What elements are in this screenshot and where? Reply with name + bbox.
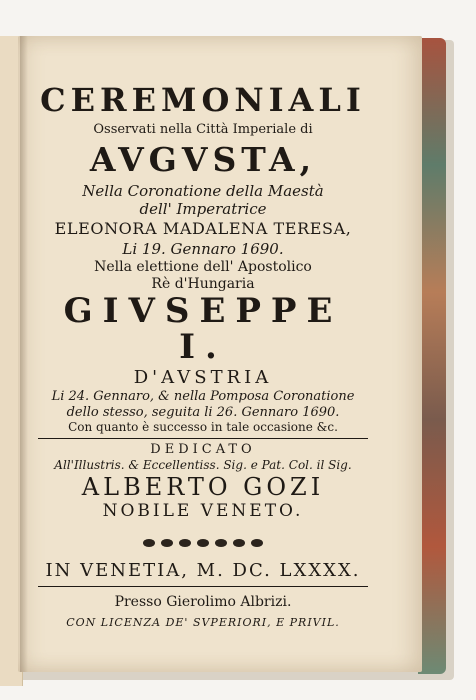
ornament-dot bbox=[233, 539, 245, 547]
title-main: CEREMONIALI bbox=[40, 81, 366, 119]
dedicatee-title: NOBILE VENETO. bbox=[102, 500, 304, 521]
house-name: D'AVSTRIA bbox=[133, 366, 273, 388]
empress-name: ELEONORA MADALENA TERESA, bbox=[54, 219, 352, 239]
printer-line: Presso Gierolimo Albrizi. bbox=[114, 593, 292, 610]
ornament-row bbox=[38, 539, 368, 547]
title-page-text bbox=[38, 81, 368, 630]
ornament-dot bbox=[215, 539, 227, 547]
page-gutter-shadow bbox=[20, 36, 28, 672]
imprint-place: IN VENETIA, M. DC. LXXXX. bbox=[38, 561, 368, 587]
ornament-dot bbox=[143, 539, 155, 547]
ornament-dot bbox=[179, 539, 191, 547]
ornament-dot bbox=[161, 539, 173, 547]
dedication-heading: DEDICATO bbox=[150, 442, 256, 458]
king-name: GIVSEPPE I. bbox=[63, 291, 343, 368]
ornament-dot bbox=[197, 539, 209, 547]
king-title-line: Rè d'Hungaria bbox=[151, 275, 255, 292]
occasion-line: Con quanto è successo in tale occasione &c. bbox=[38, 420, 368, 440]
city-title: AVGVSTA, bbox=[89, 139, 317, 179]
ornament-dot bbox=[251, 539, 263, 547]
book-binding-edge bbox=[418, 38, 446, 674]
coronation-date: Li 19. Gennaro 1690. bbox=[122, 240, 284, 259]
dedication-line: All'Illustris. & Eccellentiss. Sig. e Pat. Col. il Sig. bbox=[54, 458, 352, 473]
ornament-icon bbox=[143, 539, 263, 547]
dedicatee-name: ALBERTO GOZI bbox=[81, 473, 325, 502]
coronation-detail-1: Li 24. Gennaro, & nella Pomposa Coronatione bbox=[51, 389, 355, 405]
coronation-detail-2: dello stesso, seguita li 26. Gennaro 1690. bbox=[66, 404, 340, 420]
subtitle-line: Osservati nella Città Imperiale di bbox=[93, 122, 313, 137]
coronation-subtitle: Nella Coronatione della Maestà bbox=[82, 181, 324, 200]
empress-intro: dell' Imperatrice bbox=[139, 200, 267, 219]
license-line: CON LICENZA DE' SVPERIORI, E PRIVIL. bbox=[66, 615, 340, 629]
election-line: Nella elettione dell' Apostolico bbox=[94, 258, 312, 275]
